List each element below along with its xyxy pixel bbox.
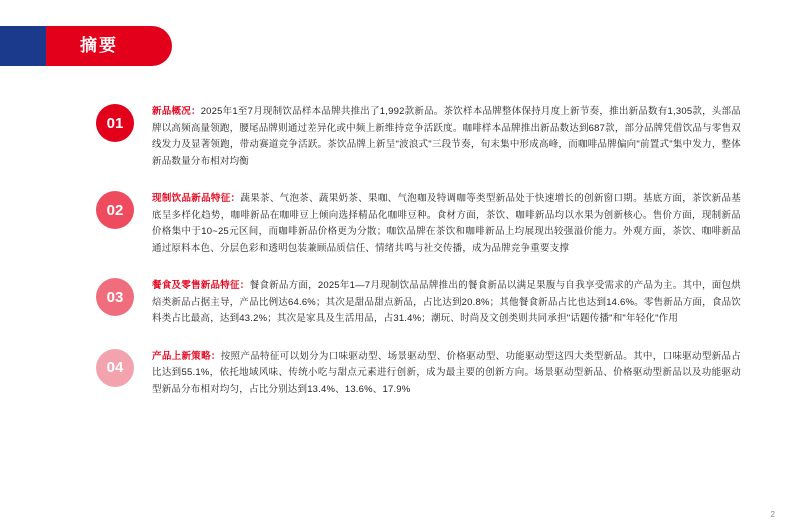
block-body-04: 按照产品特征可以划分为口味驱动型、场景驱动型、价格驱动型、功能驱动型这四大类型新品。其中，口味驱动型新品占比达到55.1%，依托地域风味、传统小吃与甜点元素进行创新，成为最主要的创新方向。场景驱动型新品、价格驱动型新品以及功能驱动型新品分布相对均匀，占比分别达到13.4%、13.6%、17.9%: [152, 350, 741, 395]
summary-blocks: [0, 104, 793, 419]
block-text-04: [152, 349, 741, 399]
block-number-badge-02: 02: [96, 191, 134, 229]
block-lead-04: 产品上新策略：: [152, 350, 221, 362]
block-number-badge-03: 03: [96, 278, 134, 316]
block-body-02: 蔬果茶、气泡茶、蔬果奶茶、果咖、气泡咖及特调咖等类型新品处于快速增长的创新窗口期。基底方面，茶饮新品基底呈多样化趋势，咖啡新品在咖啡豆上倾向选择精品化咖啡豆种。食材方面，茶饮、咖啡新品均以水果为创新核心。售价方面，现制新品价格集中于10~25元区间，而咖啡新品价格更为分散；咖饮品牌在茶饮和咖啡新品上均展现出较强溢价能力。外观方面，茶饮、咖啡新品通过原料本色、分层色彩和透明包装兼顾品质信任、情绪共鸣与社交传播，成为品牌竞争重要支撑: [152, 193, 741, 254]
block-lead-02: 现制饮品新品特征：: [152, 193, 241, 204]
summary-block: [0, 191, 793, 257]
block-number-badge-01: 01: [96, 104, 134, 142]
page-title: 摘要: [80, 36, 118, 55]
block-text-03: [152, 278, 741, 328]
block-number-badge-04: 04: [96, 349, 134, 387]
header-blue-accent: [0, 26, 46, 66]
block-body-03: 餐食新品方面，2025年1—7月现制饮品品牌推出的餐食新品以满足果腹与自我享受需求的产品为主。其中，面包烘焙类新品占据主导，产品比例达64.6%；其次是甜品甜点新品，占比达到20.8%；其他餐食新品占比也达到14.6%。零售新品方面，食品饮料类占比最高，达到43.2%；其次是家具及生活用品，占31.4%；潮玩、时尚及文创类则共同承担"话题传播"和"年轻化"作用: [152, 280, 741, 324]
block-lead-01: 新品概况：: [152, 106, 201, 117]
page-number: 2: [770, 510, 775, 519]
block-lead-03: 餐食及零售新品特征：: [152, 280, 250, 291]
section-header-banner: [0, 26, 172, 66]
summary-block: [0, 349, 793, 399]
block-body-01: 2025年1至7月现制饮品样本品牌共推出了1,992款新品。茶饮样本品牌整体保持月度上新节奏，推出新品数有1,305款，头部品牌以高频高量领跑，腰尾品牌则通过差异化或中频上新维持竞争活跃度。咖啡样本品牌推出新品数达到687款，部分品牌凭借饮品与零售双线发力及显著领跑，带动赛道竞争活跃。茶饮品牌上新呈"波浪式"三段节奏，旬末集中形成高峰，而咖啡品牌偏向"前置式"集中发力，整体新品数量分布相对均衡: [152, 106, 741, 167]
summary-block: [0, 278, 793, 328]
block-text-02: [152, 191, 741, 257]
summary-block: [0, 104, 793, 170]
block-text-01: [152, 104, 741, 170]
